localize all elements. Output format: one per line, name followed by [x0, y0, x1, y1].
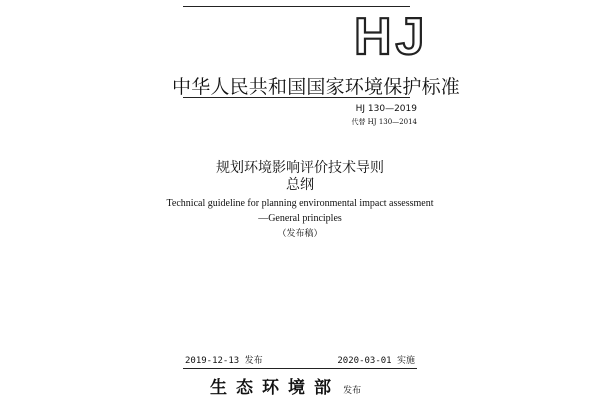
hj-logo-graphic: [352, 8, 430, 60]
subtitle-english: —General principles: [258, 213, 342, 224]
draft-status-note: （发布稿）: [277, 229, 323, 239]
implementation-date: 2020-03-01 实施: [337, 356, 415, 366]
standard-category-title: 中华人民共和国国家环境保护标准: [172, 76, 461, 98]
top-rule: [183, 6, 410, 7]
replaces-standard: 代替 HJ 130—2014: [351, 118, 417, 126]
document-title-block: [150, 160, 450, 240]
footer-rule: [183, 368, 417, 369]
header-rule: [183, 97, 410, 98]
hj-logo-text: HJ: [354, 8, 429, 60]
issue-date: 2019-12-13 发布: [185, 356, 263, 366]
title-chinese: 规划环境影响评价技术导则: [216, 160, 384, 176]
standard-code: HJ 130—2019: [355, 104, 417, 114]
publisher-name: 生态环境部: [210, 378, 340, 398]
title-english: Technical guideline for planning environmental impact assessment: [166, 198, 434, 209]
publisher-line: [210, 373, 361, 398]
publisher-suffix: 发布: [343, 386, 362, 396]
hj-logo: [352, 8, 430, 60]
subtitle-chinese: 总纲: [286, 177, 314, 193]
